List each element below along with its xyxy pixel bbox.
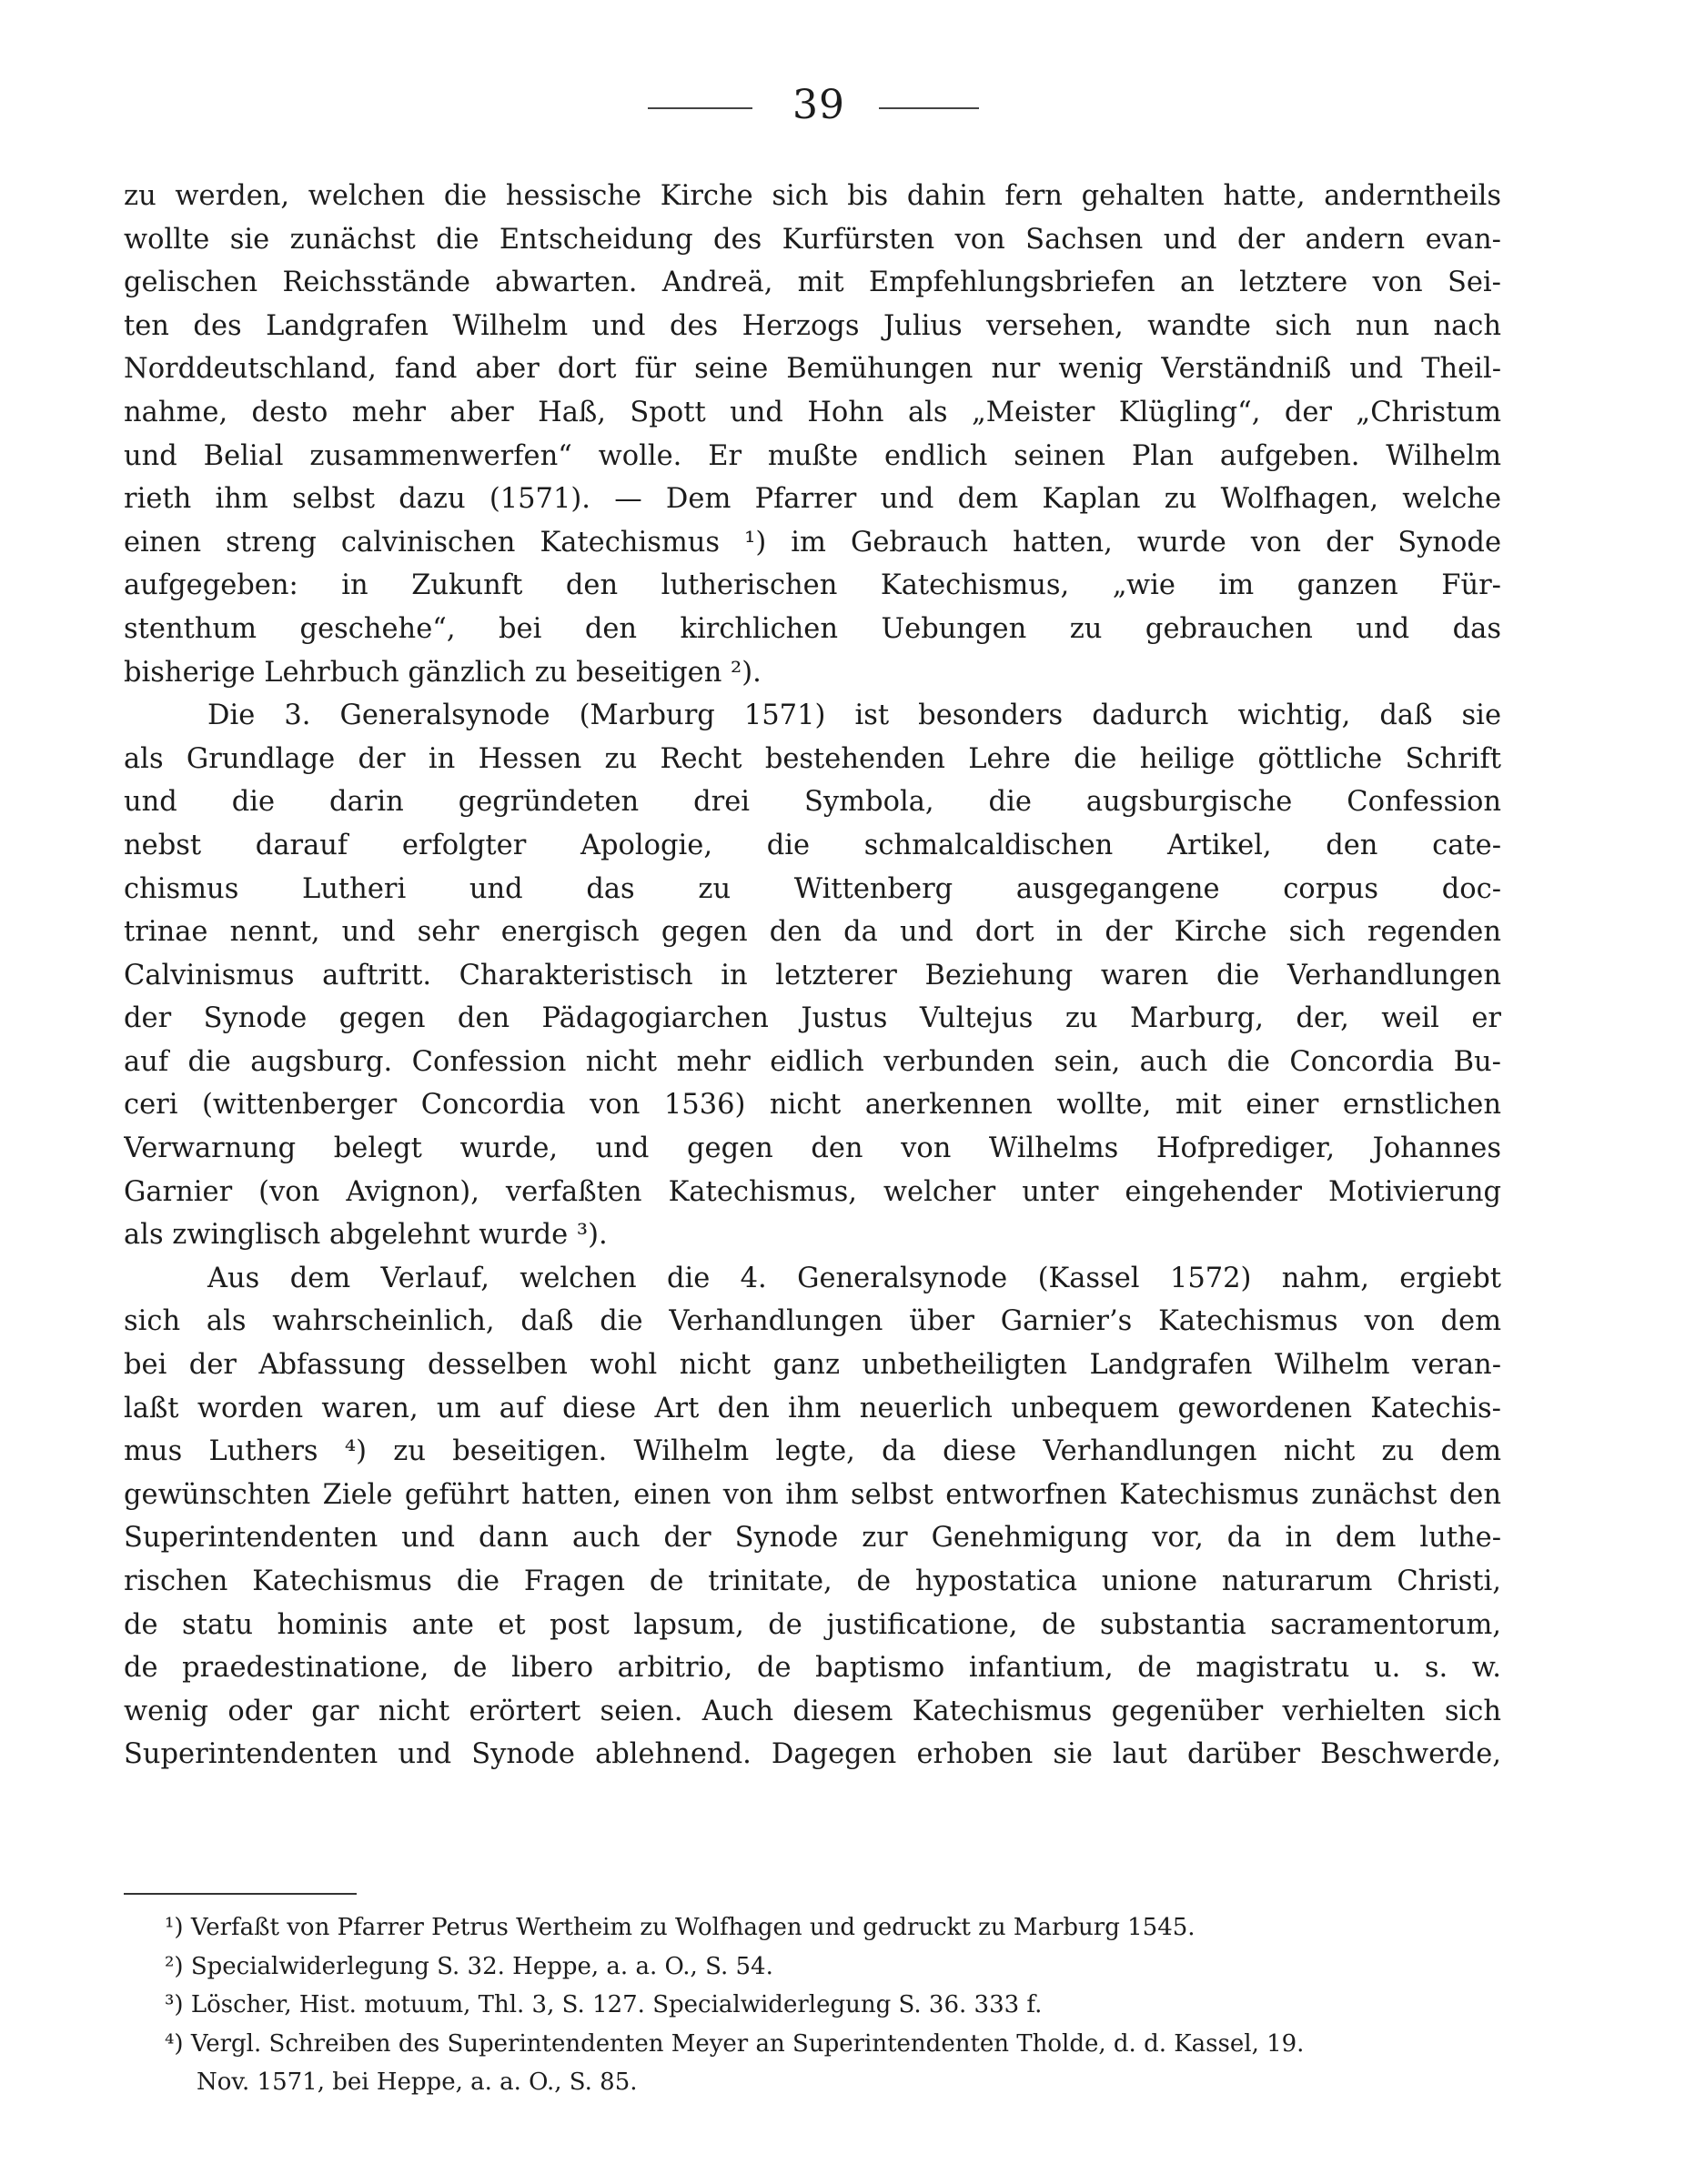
text-line: de statu hominis ante et post lapsum, de justificatione, de substantia sacramentorum, (124, 1608, 1501, 1641)
text-line: und die darin gegründeten drei Symbola, die augsburgische Confession (124, 786, 1501, 819)
text-line: de praedestinatione, de libero arbitrio, de baptismo infantium, de magistratu u. s. w. (124, 1652, 1501, 1685)
text-line: und Belial zusammenwerfen“ wolle. Er mußte endlich seinen Plan aufgeben. Wilhelm (124, 439, 1501, 472)
text-line: aufgegeben: in Zukunft den lutherischen Katechismus, „wie im ganzen Für- (124, 569, 1501, 602)
text-line: Verwarnung belegt wurde, und gegen den von Wilhelms Hofprediger, Johannes (124, 1132, 1501, 1165)
text-line: rischen Katechismus die Fragen de trinitate, de hypostatica unione naturarum Christi, (124, 1565, 1501, 1597)
header-rule-left (648, 107, 752, 109)
text-line: ceri (wittenberger Concordia von 1536) nicht anerkennen wollte, mit einer ernstlichen (124, 1089, 1501, 1122)
footnote-4: ⁴) Vergl. Schreiben des Superintendenten Meyer an Superintendenten Tholde, d. d. Kassel, 19. (165, 2029, 1305, 2058)
text-line: gewünschten Ziele geführt hatten, einen von ihm selbst entworfnen Katechismus zunächst den (124, 1478, 1501, 1511)
page-number: 39 (792, 82, 845, 128)
text-line: rieth ihm selbst dazu (1571). — Dem Pfarrer und dem Kaplan zu Wolfhagen, welche (124, 483, 1501, 516)
text-line: mus Luthers ⁴) zu beseitigen. Wilhelm legte, da diese Verhandlungen nicht zu dem (124, 1435, 1501, 1468)
text-line: stenthum geschehe“, bei den kirchlichen Uebungen zu gebrauchen und das (124, 612, 1501, 645)
text-line: bisherige Lehrbuch gänzlich zu beseitigen ²). (124, 656, 762, 689)
text-line: wollte sie zunächst die Entscheidung des Kurfürsten von Sachsen und der andern evan- (124, 223, 1501, 256)
footnote-2: ²) Specialwiderlegung S. 32. Heppe, a. a. O., S. 54. (165, 1952, 773, 1980)
text-line: laßt worden waren, um auf diese Art den ihm neuerlich unbequem gewordenen Katechis- (124, 1392, 1501, 1424)
text-line: nebst darauf erfolgter Apologie, die schmalcaldischen Artikel, den cate- (124, 829, 1501, 861)
text-line: einen streng calvinischen Katechismus ¹) im Gebrauch hatten, wurde von der Synode (124, 526, 1501, 559)
text-line: gelischen Reichsstände abwarten. Andreä, mit Empfehlungsbriefen an letztere von Sei- (124, 267, 1501, 299)
body-text (124, 175, 1501, 1776)
text-line: nahme, desto mehr aber Haß, Spott und Hohn als „Meister Klügling“, der „Christum (124, 396, 1501, 428)
footnote-separator (124, 1893, 357, 1895)
text-line: Superintendenten und Synode ablehnend. Dagegen erhoben sie laut darüber Beschwerde, (124, 1738, 1501, 1771)
footnotes (124, 1908, 1501, 2102)
text-line: sich als wahrscheinlich, daß die Verhandlungen über Garnier’s Katechismus von dem (124, 1305, 1501, 1338)
text-line: trinae nennt, und sehr energisch gegen den da und dort in der Kirche sich regenden (124, 916, 1501, 949)
paragraph-start: Die 3. Generalsynode (Marburg 1571) ist besonders dadurch wichtig, daß sie (207, 699, 1501, 732)
page-header (0, 78, 1685, 133)
text-line: Superintendenten und dann auch der Synode zur Genehmigung vor, da in dem luthe- (124, 1522, 1501, 1555)
text-line: als Grundlage der in Hessen zu Recht bestehenden Lehre die heilige göttliche Schrift (124, 742, 1501, 775)
text-line: bei der Abfassung desselben wohl nicht ganz unbetheiligten Landgrafen Wilhelm veran- (124, 1349, 1501, 1382)
text-line: Norddeutschland, fand aber dort für seine Bemühungen nur wenig Verständniß und Theil- (124, 353, 1501, 386)
text-line: Calvinismus auftritt. Charakteristisch in letzterer Beziehung waren die Verhandlungen (124, 959, 1501, 991)
footnote-3: ³) Löscher, Hist. motuum, Thl. 3, S. 127. Specialwiderlegung S. 36. 333 f. (165, 1991, 1043, 2018)
text-line: ten des Landgrafen Wilhelm und des Herzogs Julius versehen, wandte sich nun nach (124, 309, 1501, 342)
paragraph-start: Aus dem Verlauf, welchen die 4. Generalsynode (Kassel 1572) nahm, ergiebt (207, 1262, 1501, 1294)
text-line: auf die augsburg. Confession nicht mehr eidlich verbunden sein, auch die Concordia Bu- (124, 1045, 1501, 1078)
footnote-4-continued: Nov. 1571, bei Heppe, a. a. O., S. 85. (197, 2068, 638, 2096)
text-line: chismus Lutheri und das zu Wittenberg ausgegangene corpus doc- (124, 872, 1501, 905)
text-line: als zwinglisch abgelehnt wurde ³). (124, 1219, 608, 1252)
text-line: Garnier (von Avignon), verfaßten Katechismus, welcher unter eingehender Motivierung (124, 1175, 1501, 1208)
text-line: zu werden, welchen die hessische Kirche sich bis dahin fern gehalten hatte, anderntheils (124, 180, 1501, 212)
header-rule-right (879, 107, 979, 109)
text-line: der Synode gegen den Pädagogiarchen Justus Vultejus zu Marburg, der, weil er (124, 1002, 1501, 1035)
footnote-1: ¹) Verfaßt von Pfarrer Petrus Wertheim zu Wolfhagen und gedruckt zu Marburg 1545. (165, 1914, 1196, 1941)
text-line: wenig oder gar nicht erörtert seien. Auch diesem Katechismus gegenüber verhielten sich (124, 1695, 1501, 1727)
